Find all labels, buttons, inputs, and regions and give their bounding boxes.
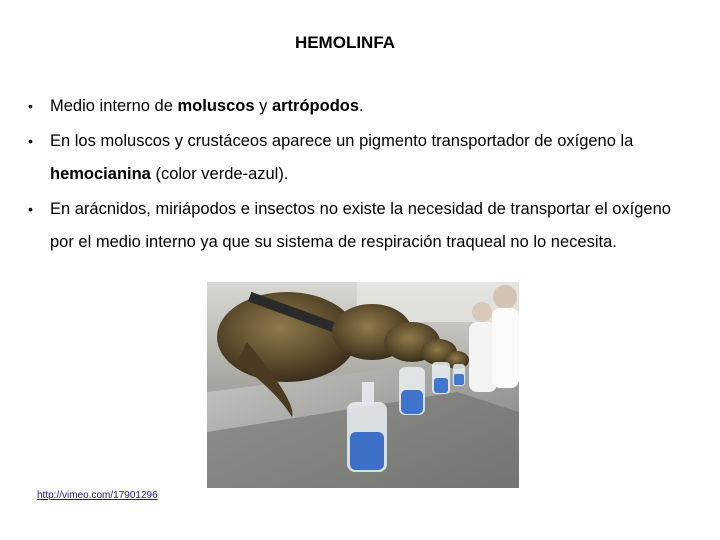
bullet-2-bold-hemocianina: hemocianina <box>50 165 151 183</box>
bullet-1-text-b: y <box>254 97 272 115</box>
bullet-3-text: En arácnidos, miriápodos e insectos no existe la necesidad de transportar el oxígeno por el medio interno ya que su sistema de respiración traqueal no lo necesita. <box>50 200 671 251</box>
bullet-1-bold-moluscos: moluscos <box>177 97 255 115</box>
bullet-1-text-a: Medio interno de <box>50 97 178 115</box>
horseshoe-crab-photo <box>207 282 519 488</box>
bullet-2-text-a: En los moluscos y crustáceos aparece un pigmento transportador de oxígeno la <box>50 132 634 150</box>
bullet-dot: • <box>28 201 33 217</box>
bullet-dot: • <box>28 133 33 149</box>
bullet-item-2 <box>28 125 678 191</box>
bullet-1-text-c: . <box>359 97 364 115</box>
bullet-1-bold-artropodos: artrópodos <box>271 97 360 115</box>
horseshoe-crab-blood-collection-photo-icon <box>207 282 519 488</box>
bullet-item-1 <box>28 90 678 123</box>
bullet-item-3 <box>28 193 678 259</box>
vimeo-link[interactable]: http://vimeo.com/17901296 <box>37 490 158 501</box>
bullet-2-text-b: (color verde-azul). <box>150 165 289 183</box>
bullet-list <box>28 90 678 261</box>
slide-title: HEMOLINFA <box>294 33 396 52</box>
bullet-dot: • <box>28 98 33 114</box>
